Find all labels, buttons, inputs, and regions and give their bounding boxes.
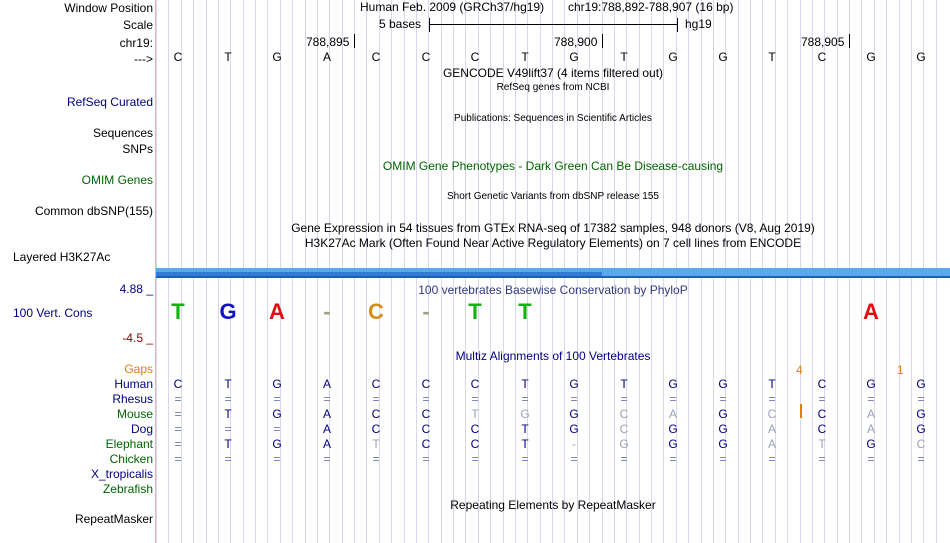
logo-letter: G: [219, 299, 237, 324]
reference-base: T: [224, 50, 232, 64]
repeatmasker-track-label[interactable]: RepeatMasker: [74, 512, 153, 526]
aligned-base: T: [224, 437, 232, 451]
aligned-base: =: [620, 392, 628, 406]
aligned-base: G: [272, 407, 282, 421]
scale-bar: [429, 24, 677, 25]
species-label[interactable]: Mouse: [116, 407, 153, 421]
reference-base: C: [371, 50, 381, 64]
aligned-base: A: [322, 422, 331, 436]
aligned-base: C: [371, 407, 381, 421]
cons-min-label: -4.5 _: [122, 331, 153, 345]
aligned-base: =: [521, 392, 529, 406]
aligned-base: A: [322, 377, 331, 391]
gencode-track-title[interactable]: GENCODE V49lift37 (4 items filtered out): [442, 66, 664, 80]
assembly-title: Human Feb. 2009 (GRCh37/hg19): [360, 0, 545, 14]
aligned-base: A: [866, 407, 875, 421]
aligned-base: G: [569, 422, 579, 436]
aligned-base: =: [570, 392, 578, 406]
aligned-base: =: [570, 452, 578, 466]
gap-count-1: 4: [796, 363, 803, 377]
pubs-track-title[interactable]: Publications: Sequences in Scientific Articles: [454, 113, 652, 124]
cons-track-label[interactable]: 100 Vert. Cons: [13, 306, 93, 320]
gtex-track-title[interactable]: Gene Expression in 54 tissues from GTEx RNA-seq of 17382 samples, 948 donors (V8, Aug 2019): [291, 221, 815, 235]
aligned-base: G: [916, 377, 926, 391]
dbsnp-track-label[interactable]: Common dbSNP(155): [34, 204, 153, 218]
species-label[interactable]: Rhesus: [112, 392, 153, 406]
aligned-base: =: [224, 422, 232, 436]
aligned-base: =: [273, 452, 281, 466]
scale-bar-left: [429, 18, 430, 32]
multiz-track-title[interactable]: Multiz Alignments of 100 Vertebrates: [455, 349, 651, 363]
aligned-base: =: [174, 422, 182, 436]
coord-tick-1: [354, 34, 355, 48]
aligned-base: C: [173, 377, 183, 391]
aligned-base: =: [719, 392, 727, 406]
aligned-base: =: [471, 392, 479, 406]
logo-letter: T: [468, 299, 482, 324]
aligned-base: G: [520, 407, 530, 421]
aligned-base: G: [718, 377, 728, 391]
species-label[interactable]: Dog: [130, 422, 153, 436]
species-label[interactable]: Zebrafish: [102, 482, 153, 496]
position-readout: chr19:788,892-788,907 (16 bp): [568, 0, 734, 14]
aligned-base: A: [767, 437, 776, 451]
aligned-base: T: [818, 437, 826, 451]
scale-text: 5 bases: [379, 17, 422, 31]
reference-base: G: [866, 50, 876, 64]
coord-788900: 788,900: [554, 35, 598, 49]
coord-788895: 788,895: [306, 35, 350, 49]
aligned-base: G: [272, 437, 282, 451]
aligned-base: T: [521, 437, 529, 451]
species-label[interactable]: X_tropicalis: [90, 467, 153, 481]
aligned-base: C: [817, 377, 827, 391]
aligned-base: T: [620, 377, 628, 391]
aligned-base: G: [668, 422, 678, 436]
logo-letter: T: [518, 299, 532, 324]
aligned-base: =: [471, 452, 479, 466]
aligned-base: =: [323, 452, 331, 466]
track-data-area[interactable]: [156, 0, 950, 543]
aligned-base: =: [224, 392, 232, 406]
h3k27ac-track-title[interactable]: H3K27Ac Mark (Often Found Near Active Regulatory Elements) on 7 cell lines from ENCODE: [304, 236, 802, 250]
reference-base: G: [272, 50, 282, 64]
aligned-base: T: [768, 377, 776, 391]
aligned-base: G: [668, 437, 678, 451]
aligned-base: G: [916, 422, 926, 436]
reference-base: G: [569, 50, 579, 64]
coord-788905: 788,905: [801, 35, 845, 49]
logo-letter: T: [171, 299, 185, 324]
aligned-base: =: [521, 452, 529, 466]
h3k27ac-signal-base: [156, 276, 950, 278]
aligned-base: =: [620, 452, 628, 466]
aligned-base: =: [768, 452, 776, 466]
logo-letter: A: [269, 299, 285, 324]
snps-track-label[interactable]: SNPs: [122, 142, 153, 156]
aligned-base: C: [619, 407, 629, 421]
aligned-base: G: [866, 437, 876, 451]
aligned-base: G: [718, 407, 728, 421]
logo-letter: -: [422, 299, 430, 324]
reference-base: C: [173, 50, 183, 64]
aligned-base: =: [917, 452, 925, 466]
aligned-base: =: [323, 392, 331, 406]
aligned-base: C: [817, 407, 827, 421]
aligned-base: C: [817, 422, 827, 436]
gaps-label: Gaps: [124, 362, 153, 376]
aligned-base: =: [422, 392, 430, 406]
aligned-base: =: [768, 392, 776, 406]
gap-count-2: 1: [897, 363, 904, 377]
logo-letter: -: [323, 299, 331, 324]
aligned-base: C: [767, 407, 777, 421]
aligned-base: =: [224, 452, 232, 466]
reference-base: T: [768, 50, 776, 64]
aligned-base: =: [867, 452, 875, 466]
aligned-base: C: [916, 437, 926, 451]
aligned-base: A: [322, 437, 331, 451]
reference-base: G: [718, 50, 728, 64]
aligned-base: =: [422, 452, 430, 466]
aligned-base: A: [767, 422, 776, 436]
aligned-base: G: [272, 377, 282, 391]
refseq-track-label[interactable]: RefSeq Curated: [66, 95, 153, 109]
phylop-track-title[interactable]: 100 vertebrates Basewise Conservation by PhyloP: [418, 283, 688, 297]
aligned-base: C: [371, 377, 381, 391]
reference-base: C: [470, 50, 480, 64]
aligned-base: A: [322, 407, 331, 421]
aligned-base: G: [718, 422, 728, 436]
aligned-base: A: [866, 422, 875, 436]
aligned-base: G: [866, 377, 876, 391]
aligned-base: T: [372, 437, 380, 451]
aligned-base: =: [669, 392, 677, 406]
scale-db: hg19: [685, 17, 712, 31]
aligned-base: C: [421, 437, 431, 451]
window-position-label: Window Position: [64, 1, 153, 15]
aligned-base: C: [421, 377, 431, 391]
aligned-base: =: [174, 392, 182, 406]
species-label[interactable]: Human: [114, 377, 153, 391]
reference-base: C: [817, 50, 827, 64]
aligned-base: =: [174, 452, 182, 466]
reference-base: T: [521, 50, 529, 64]
aligned-base: =: [669, 452, 677, 466]
aligned-base: C: [619, 422, 629, 436]
aligned-base: G: [718, 437, 728, 451]
reference-base: A: [322, 50, 331, 64]
h3k27ac-track-label[interactable]: Layered H3K27Ac: [13, 250, 111, 264]
omim-track-label[interactable]: OMIM Genes: [81, 173, 153, 187]
aligned-base: =: [917, 392, 925, 406]
aligned-base: A: [668, 407, 677, 421]
aligned-base: G: [668, 377, 678, 391]
logo-letter: C: [368, 299, 384, 324]
dbsnp-track-title[interactable]: Short Genetic Variants from dbSNP release 155: [447, 191, 659, 202]
aligned-base: G: [569, 377, 579, 391]
aligned-base: T: [224, 377, 232, 391]
aligned-base: =: [372, 392, 380, 406]
chrom-label: chr19:: [119, 36, 153, 50]
reference-base: G: [916, 50, 926, 64]
repeatmasker-track-title[interactable]: Repeating Elements by RepeatMasker: [450, 498, 656, 512]
aligned-base: T: [224, 407, 232, 421]
coord-tick-2: [602, 34, 603, 48]
aligned-base: =: [372, 452, 380, 466]
aligned-base: C: [421, 407, 431, 421]
scale-bar-right: [677, 18, 678, 32]
aligned-base: =: [818, 392, 826, 406]
cons-max-label: 4.88 _: [119, 282, 153, 296]
aligned-base: G: [619, 437, 629, 451]
logo-letter: A: [863, 299, 879, 324]
refseq-track-title[interactable]: RefSeq genes from NCBI: [496, 82, 610, 93]
aligned-base: =: [174, 407, 182, 421]
aligned-base: =: [818, 452, 826, 466]
aligned-base: C: [470, 437, 480, 451]
aligned-base: C: [371, 422, 381, 436]
aligned-base: =: [867, 392, 875, 406]
sequences-track-label[interactable]: Sequences: [92, 126, 153, 140]
reference-base: C: [421, 50, 431, 64]
aligned-base: =: [273, 422, 281, 436]
aligned-base: C: [421, 422, 431, 436]
aligned-base: C: [470, 422, 480, 436]
aligned-base: =: [174, 437, 182, 451]
track-label-column: [0, 0, 156, 543]
mouse-insertion-mark: [800, 404, 802, 418]
aligned-base: T: [521, 422, 529, 436]
aligned-base: =: [719, 452, 727, 466]
species-label[interactable]: Chicken: [109, 452, 153, 466]
omim-track-title[interactable]: OMIM Gene Phenotypes - Dark Green Can Be Disease-causing: [382, 159, 724, 173]
aligned-base: -: [572, 437, 576, 451]
aligned-base: =: [273, 392, 281, 406]
scale-label: Scale: [122, 18, 153, 32]
aligned-base: T: [521, 377, 529, 391]
aligned-base: G: [916, 407, 926, 421]
reference-base: T: [620, 50, 628, 64]
aligned-base: T: [471, 407, 479, 421]
strand-label: --->: [134, 52, 153, 66]
reference-base: G: [668, 50, 678, 64]
species-label[interactable]: Elephant: [105, 437, 153, 451]
coord-tick-3: [849, 34, 850, 48]
aligned-base: G: [569, 407, 579, 421]
aligned-base: C: [470, 377, 480, 391]
